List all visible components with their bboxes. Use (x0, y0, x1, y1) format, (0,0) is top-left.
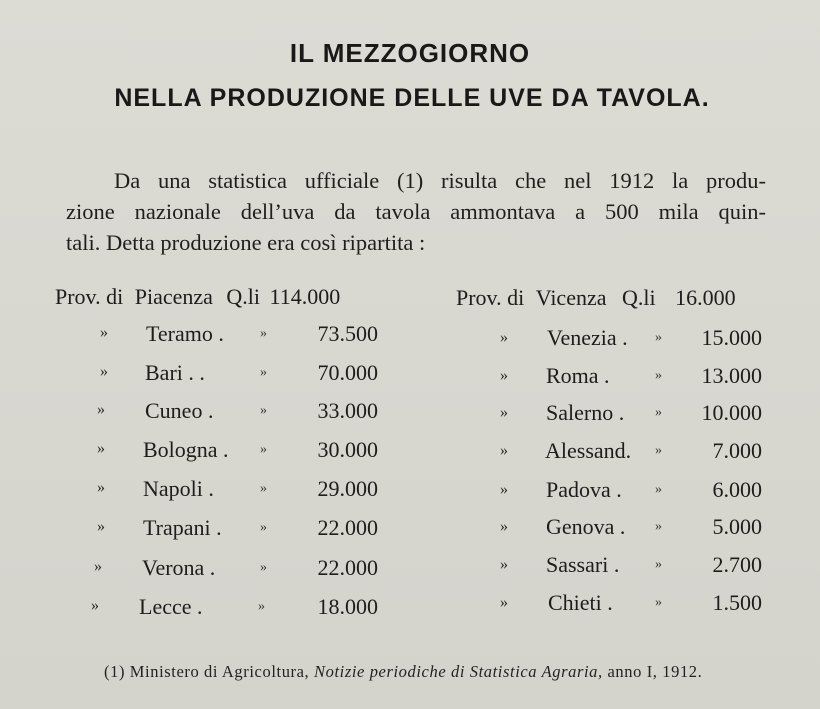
ditto-mark: » (260, 365, 267, 380)
paragraph-line-3: tali. Detta produzione era così ripartita : (66, 230, 426, 255)
province-name: Padova . (546, 477, 622, 502)
quantity-value: 2.700 (712, 552, 762, 577)
ditto-mark: » (100, 324, 108, 341)
quantity-value: 73.500 (317, 321, 378, 346)
province-name: Sassari . (546, 552, 620, 577)
table-header-right (456, 285, 736, 311)
table-header-left (55, 284, 340, 310)
page-title: IL MEZZOGIORNO (289, 38, 531, 68)
ditto-mark: » (260, 520, 267, 535)
ditto-mark: » (655, 405, 662, 420)
quantity-value: 15.000 (701, 325, 762, 350)
province-name: Verona . (142, 555, 216, 580)
ditto-mark: » (97, 440, 105, 457)
quantity-value: 30.000 (317, 437, 378, 462)
header-prefix: Prov. di (456, 285, 525, 310)
ditto-mark: » (655, 519, 662, 534)
header-value: 16.000 (675, 285, 736, 310)
province-name: Cuneo . (145, 398, 214, 423)
ditto-mark: » (655, 482, 662, 497)
header-province: Piacenza (134, 284, 213, 309)
ditto-mark: » (100, 363, 108, 380)
quantity-value: 22.000 (317, 515, 378, 540)
province-name: Venezia . (547, 325, 628, 350)
province-name: Alessand. (545, 438, 632, 463)
ditto-mark: » (500, 594, 508, 611)
province-name: Bologna . (143, 437, 229, 462)
ditto-mark: » (500, 556, 508, 573)
province-name: Salerno . (546, 400, 625, 425)
ditto-mark: » (97, 518, 105, 535)
quantity-value: 10.000 (701, 400, 762, 425)
header-unit: Q.li (226, 284, 261, 309)
quantity-value: 1.500 (712, 590, 762, 615)
province-name: Roma . (546, 363, 610, 388)
ditto-mark: » (91, 597, 99, 614)
ditto-mark: » (258, 599, 265, 614)
quantity-value: 7.000 (712, 438, 762, 463)
province-name: Napoli . (143, 476, 214, 501)
ditto-mark: » (655, 595, 662, 610)
quantity-value: 33.000 (317, 398, 378, 423)
ditto-mark: » (97, 479, 105, 496)
province-name: Bari . . (145, 360, 205, 385)
province-name: Genova . (546, 514, 626, 539)
ditto-mark: » (655, 330, 662, 345)
ditto-mark: » (94, 558, 102, 575)
ditto-mark: » (260, 403, 267, 418)
ditto-mark: » (500, 442, 508, 459)
header-value: 114.000 (269, 284, 341, 309)
ditto-mark: » (655, 368, 662, 383)
ditto-mark: » (500, 404, 508, 421)
paragraph-line-1: Da una statistica ufficiale (1) risulta che nel 1912 la produ- (114, 168, 766, 193)
footnote-suffix: anno I, 1912. (607, 662, 703, 681)
ditto-mark: » (500, 481, 508, 498)
footnote-publication: Notizie periodiche di Statistica Agraria, (314, 662, 603, 681)
quantity-value: 5.000 (712, 514, 762, 539)
header-prefix: Prov. di (55, 284, 124, 309)
province-name: Trapani . (143, 515, 222, 540)
quantity-value: 6.000 (712, 477, 762, 502)
header-unit: Q.li (622, 285, 656, 310)
ditto-mark: » (655, 557, 662, 572)
quantity-value: 70.000 (317, 360, 378, 385)
footnote-prefix: (1) Ministero di Agricoltura, (104, 662, 310, 681)
quantity-value: 13.000 (701, 363, 762, 388)
province-name: Chieti . (548, 590, 613, 615)
ditto-mark: » (500, 518, 508, 535)
ditto-mark: » (260, 481, 267, 496)
ditto-mark: » (97, 401, 105, 418)
footnote (104, 662, 702, 682)
quantity-value: 29.000 (317, 476, 378, 501)
intro-paragraph (66, 165, 766, 258)
ditto-mark: » (500, 329, 508, 346)
header-province: Vicenza (535, 285, 607, 310)
page-subtitle: NELLA PRODUZIONE DELLE UVE DA TAVOLA. (114, 84, 710, 112)
province-name: Teramo . (146, 321, 224, 346)
ditto-mark: » (500, 367, 508, 384)
quantity-value: 22.000 (317, 555, 378, 580)
ditto-mark: » (260, 560, 267, 575)
paragraph-line-2: zione nazionale dell’uva da tavola ammontava a 500 mila quin- (66, 199, 766, 224)
quantity-value: 18.000 (317, 594, 378, 619)
province-name: Lecce . (139, 594, 203, 619)
ditto-mark: » (260, 442, 267, 457)
ditto-mark: » (655, 443, 662, 458)
ditto-mark: » (260, 326, 267, 341)
